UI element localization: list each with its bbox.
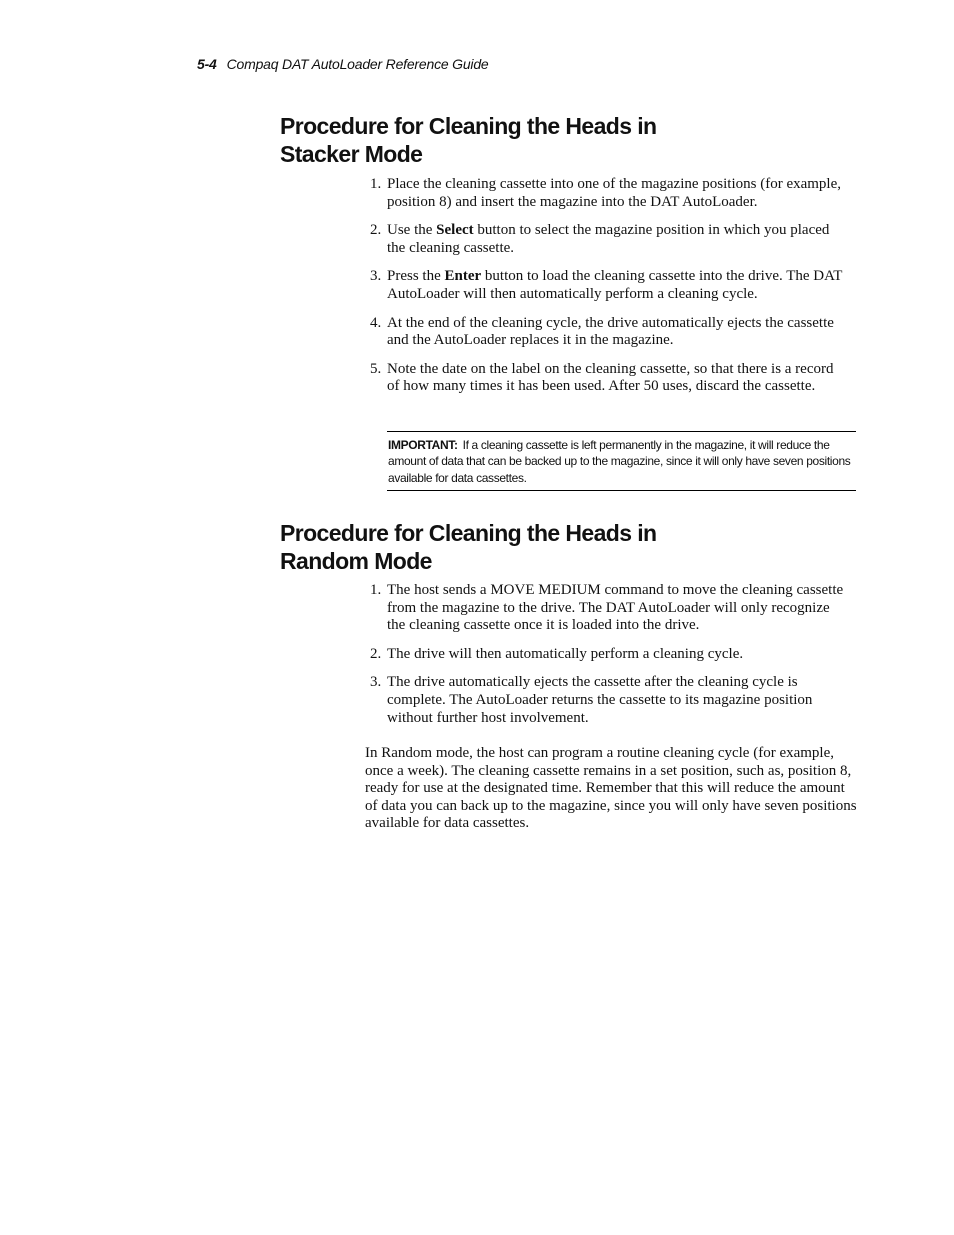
step-number: 4. <box>370 314 382 331</box>
step-text-run: Use the <box>387 222 437 239</box>
stacker-step <box>365 222 845 257</box>
stacker-mode-heading <box>280 112 656 168</box>
step-text <box>387 315 834 349</box>
step-text <box>387 361 834 395</box>
step-text-run: At the end of the cleaning cycle, the drive automatically ejects the cassette and the AutoLoader replaces it in the magazine. <box>387 314 834 349</box>
random-steps-list <box>365 582 845 727</box>
step-text <box>387 646 743 662</box>
important-text: If a cleaning cassette is left permanently in the magazine, it will reduce the amount of data that can be backed up to the magazine, since it will only have seven positions available for data cassettes. <box>388 438 851 485</box>
stacker-step <box>365 361 845 396</box>
stacker-heading-line2: Stacker Mode <box>280 141 423 167</box>
step-number: 3. <box>370 268 382 285</box>
step-number: 2. <box>370 645 382 662</box>
random-heading-line2: Random Mode <box>280 548 432 574</box>
step-number: 1. <box>370 582 382 598</box>
page-number: 5-4 <box>197 56 217 72</box>
random-step <box>365 646 845 664</box>
stacker-steps-list <box>365 176 845 396</box>
step-text-run: Note the date on the label on the cleaning cassette, so that there is a record of how many times it has been used. After 50 uses, discard the cassette. <box>387 360 834 395</box>
stacker-step <box>365 176 845 211</box>
step-number: 2. <box>370 222 382 239</box>
random-mode-paragraph: In Random mode, the host can program a routine cleaning cycle (for example, once a week). The cleaning cassette remains in a set position, such as, position 8, ready for use at the designated time. Remember that this will reduce the amount of data you can back up to the magazine, since you will only have seven positions available for data cassettes. <box>365 745 857 832</box>
running-header <box>197 56 489 72</box>
random-mode-heading <box>280 519 656 575</box>
important-note <box>387 431 856 491</box>
step-text-run: button to select the magazine position in which you placed the cleaning cassette. <box>387 222 830 256</box>
step-text-run: button to load the cleaning cassette into the drive. The DAT AutoLoader will then automatically perform a cleaning cycle. <box>387 268 843 302</box>
step-number: 5. <box>370 360 382 377</box>
random-step <box>365 674 845 727</box>
step-text-run: Press the <box>387 268 445 285</box>
step-text-run: The host sends a MOVE MEDIUM command to move the cleaning cassette from the magazine to the drive. The DAT AutoLoader will only recognize the cleaning cassette once it is loaded into the drive. <box>387 582 844 634</box>
step-text-run: The drive will then automatically perform a cleaning cycle. <box>387 645 744 662</box>
button-name-emphasis: Select <box>436 222 474 239</box>
step-text <box>387 176 841 210</box>
step-text <box>387 268 842 302</box>
step-text <box>387 222 829 256</box>
important-label: IMPORTANT: <box>388 438 458 452</box>
book-title: Compaq DAT AutoLoader Reference Guide <box>226 56 489 72</box>
step-text <box>387 674 812 725</box>
random-heading-line1: Procedure for Cleaning the Heads in <box>280 520 657 546</box>
step-number: 3. <box>370 674 382 691</box>
step-number: 1. <box>370 176 382 192</box>
step-text-run: Place the cleaning cassette into one of the magazine positions (for example, position 8) and insert the magazine into the DAT AutoLoader. <box>387 176 842 210</box>
step-text <box>387 582 843 633</box>
stacker-step <box>365 268 845 303</box>
stacker-heading-line1: Procedure for Cleaning the Heads in <box>280 113 657 139</box>
random-step <box>365 582 845 635</box>
stacker-step <box>365 315 845 350</box>
button-name-emphasis: Enter <box>444 268 482 285</box>
step-text-run: The drive automatically ejects the cassette after the cleaning cycle is complete. The AutoLoader returns the cassette to its magazine position without further host involvement. <box>387 674 813 726</box>
